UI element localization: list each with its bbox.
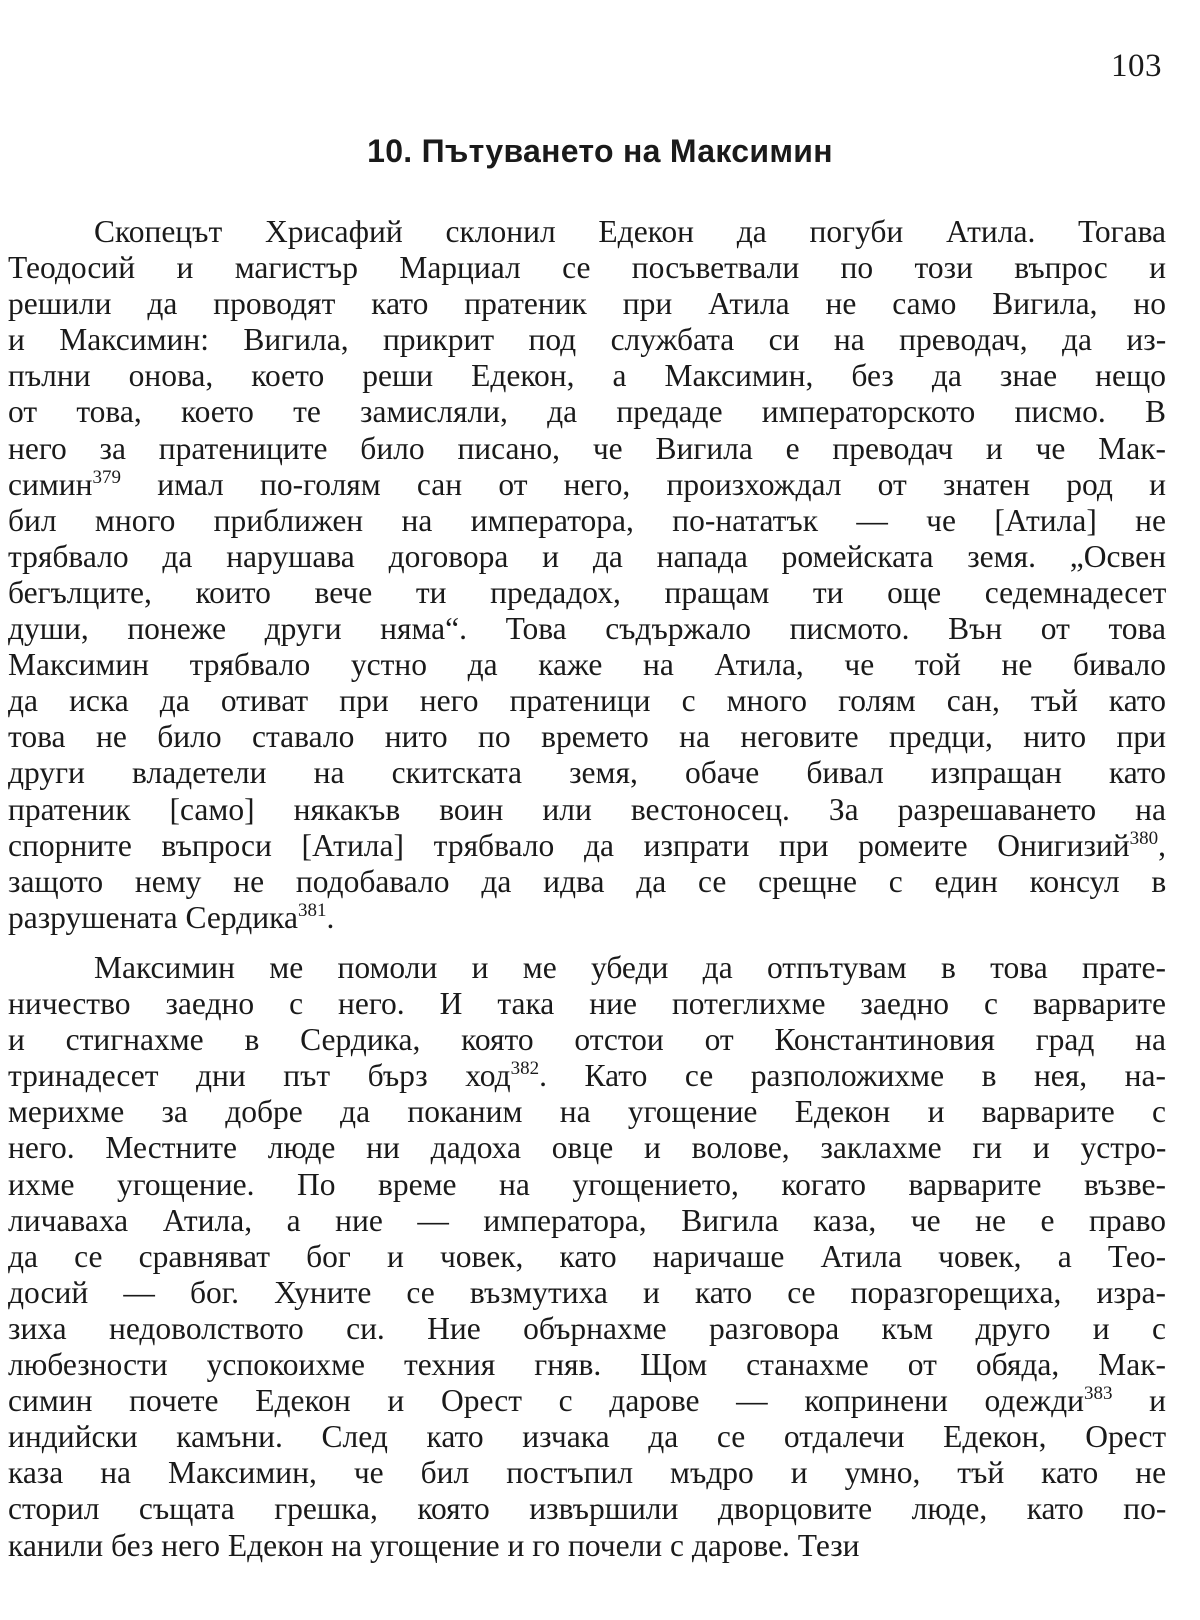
line-text: Теодосий и магистър Марциал се посъветвали по този въпрос и (8, 250, 1166, 286)
text-line (8, 1455, 1166, 1491)
line-text: индийски камъни. След като изчака да се отдалечи Едекон, Орест (8, 1419, 1167, 1455)
text-line (8, 792, 1166, 828)
text-line (8, 1022, 1166, 1058)
text-line (8, 1383, 1166, 1419)
text-line (8, 1528, 1166, 1564)
text-line (8, 431, 1166, 467)
line-text: тринадесет дни път бърз ход (8, 1058, 511, 1094)
text-line (8, 503, 1166, 539)
line-text: каза на Максимин, че бил постъпил мъдро и умно, тъй като не (8, 1455, 1167, 1491)
text-line (8, 575, 1166, 611)
text-line (8, 864, 1166, 900)
footnote-marker: 382 (510, 1058, 540, 1080)
footnote-marker: 381 (297, 899, 327, 921)
text-line (8, 986, 1166, 1022)
line-text: зиха недоволството си. Ние обърнахме разговора към друго и с (8, 1310, 1166, 1346)
text-line (8, 1311, 1166, 1347)
footnote-marker: 379 (92, 466, 121, 488)
line-text: любезности успокоихме техния гняв. Щом станахме от обяда, Мак- (8, 1347, 1167, 1383)
page-number: 103 (1111, 48, 1162, 84)
text-line (8, 1491, 1166, 1527)
text-line (8, 467, 1166, 503)
line-text: и Максимин: Вигила, прикрит под службата си на преводач, да из- (8, 322, 1167, 358)
line-text: други владетели на скитската земя, обаче бивал изпращан като (8, 755, 1167, 791)
line-text: това не било ставало нито по времето на неговите предци, нито при (8, 719, 1166, 755)
text-line (8, 1167, 1166, 1203)
line-text-after-marker: . (326, 899, 335, 935)
line-text-after-marker: имал по-голям сан от него, произхождал от знатен род и (121, 466, 1166, 502)
line-text: канили без него Едекон на угощение и го почели с дарове. Тези (8, 1527, 860, 1563)
text-line (8, 900, 1166, 936)
chapter-title: 10. Пътуването на Максимин (367, 133, 833, 169)
line-text: да се сравняват бог и човек, като наричаше Атила човек, а Тео- (8, 1238, 1167, 1274)
text-line (8, 1275, 1166, 1311)
line-text: сторил същата грешка, която извършили дворцовите люде, като по- (8, 1491, 1167, 1527)
text-line (8, 322, 1166, 358)
text-line (8, 214, 1166, 250)
line-text: бегълците, които вече ти предадох, пращам ти още седемнадесет (8, 574, 1167, 610)
line-text: души, понеже други няма“. Това съдържало писмото. Вън от това (8, 611, 1166, 647)
line-text: него. Местните люде ни дадоха овце и волове, заклахме ги и устро- (8, 1130, 1167, 1166)
text-line (8, 358, 1166, 394)
text-line (8, 394, 1166, 430)
line-text: защото нему не подобавало да идва да се срещне с един консул в (8, 863, 1167, 899)
text-line (8, 539, 1166, 575)
line-text: спорните въпроси [Атила] трябвало да изпрати при ромеите Онигизий (8, 827, 1130, 863)
line-text: бил много приближен на императора, по-нататък — че [Атила] не (8, 502, 1166, 538)
text-line (8, 683, 1166, 719)
line-text: решили да проводят като пратеник при Атила не само Вигила, но (8, 286, 1166, 322)
text-line (8, 1239, 1166, 1275)
text-line (8, 1203, 1166, 1239)
text-line (8, 1419, 1166, 1455)
text-line (8, 286, 1166, 322)
line-text: трябвало да нарушава договора и да напада ромейската земя. „Освен (8, 538, 1166, 574)
line-text-after-marker: и (1112, 1383, 1167, 1419)
line-text: разрушената Сердика (8, 899, 298, 935)
footnote-marker: 383 (1084, 1383, 1113, 1405)
line-text: него за пратениците било писано, че Вигила е преводач и че Мак- (8, 430, 1166, 466)
line-text: Скопецът Хрисафий склонил Едекон да погуби Атила. Тогава (94, 214, 1167, 249)
line-text: досий — бог. Хуните се възмутиха и като се поразгорещиха, изра- (8, 1274, 1166, 1310)
line-text: да иска да отиват при него пратеници с много голям сан, тъй като (8, 683, 1166, 719)
line-text: Максимин трябвало устно да каже на Атила, че той не бивало (8, 647, 1166, 683)
text-line (8, 950, 1166, 986)
footnote-marker: 380 (1129, 827, 1159, 849)
line-text: пратеник [само] някакъв воин или вестоносец. За разрешаването на (8, 791, 1166, 827)
line-text: и стигнахме в Сердика, която отстои от Константиновия град на (8, 1022, 1166, 1058)
line-text: ихме угощение. По време на угощението, когато варварите възве- (8, 1166, 1166, 1202)
paragraph-2 (8, 950, 1166, 1564)
line-text: мерихме за добре да поканим на угощение Едекон и варварите с (8, 1094, 1166, 1130)
line-text-after-marker: . Като се разположихме в нея, на- (539, 1058, 1166, 1094)
paragraph-1 (8, 214, 1166, 936)
text-line (8, 719, 1166, 755)
line-text-after-marker: , (1158, 827, 1166, 863)
line-text: от това, което те замисляли, да предаде императорското писмо. В (8, 394, 1166, 430)
line-text: пълни онова, което реши Едекон, а Максимин, без да знае нещо (8, 358, 1166, 394)
text-line (8, 1347, 1166, 1383)
text-line (8, 828, 1166, 864)
text-line (8, 755, 1166, 791)
line-text: симин почете Едекон и Орест с дарове — копринени одежди (8, 1383, 1084, 1419)
text-line (8, 1094, 1166, 1130)
line-text: ничество заедно с него. И така ние потеглихме заедно с варварите (8, 986, 1166, 1022)
line-text: Максимин ме помоли и ме убеди да отпътувам в това прате- (94, 950, 1166, 985)
line-text: симин (8, 466, 93, 502)
text-line (8, 250, 1166, 286)
text-line (8, 647, 1166, 683)
text-line (8, 611, 1166, 647)
line-text: личаваха Атила, а ние — императора, Вигила каза, че не е право (8, 1202, 1166, 1238)
text-line (8, 1058, 1166, 1094)
text-line (8, 1130, 1166, 1166)
